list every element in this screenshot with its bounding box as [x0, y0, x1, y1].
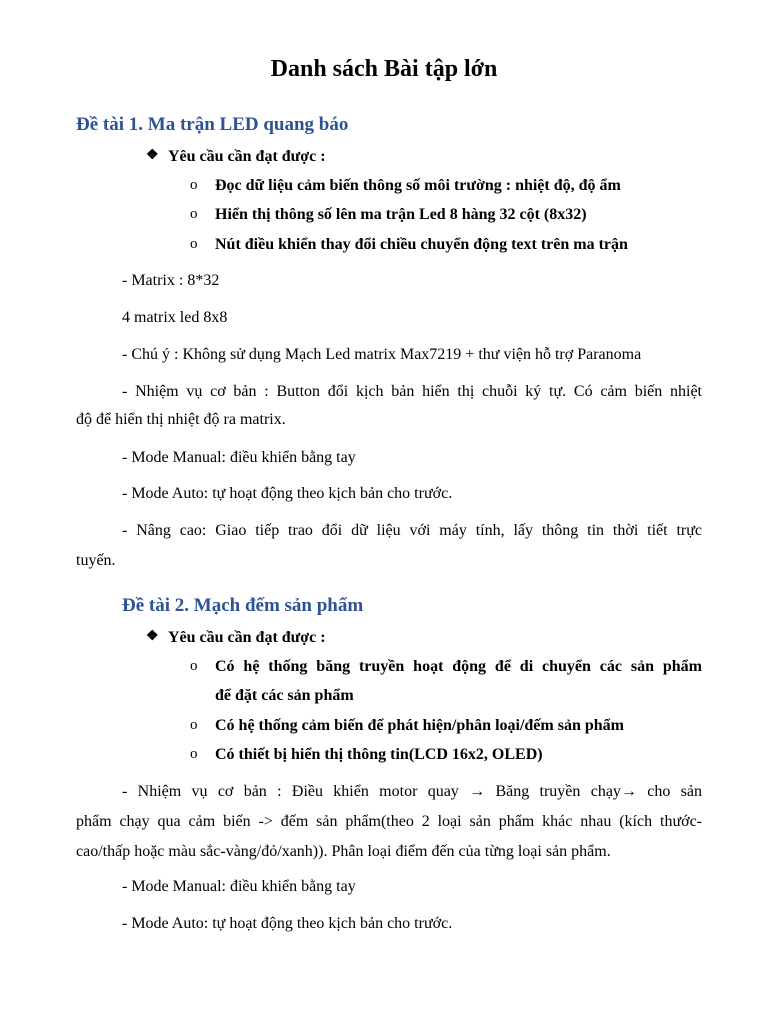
document-title: Danh sách Bài tập lớn	[270, 56, 498, 82]
topic1-basic-task-line1: - Nhiệm vụ cơ bản : Button đổi kịch bản hiển thị chuỗi ký tự. Có cảm biến nhiệt	[122, 383, 702, 400]
topic2-requirement-1-line2: để đặt các sản phẩm	[215, 687, 354, 704]
topic2-requirement-2: Có hệ thống cảm biến để phát hiện/phân loại/đếm sản phẩm	[215, 717, 624, 734]
topic1-requirement-2: Hiển thị thông số lên ma trận Led 8 hàng 32 cột (8x32)	[215, 206, 587, 223]
circle-bullet-icon: o	[190, 658, 198, 674]
circle-bullet-icon: o	[190, 746, 198, 762]
topic1-requirement-1: Đọc dữ liệu cảm biến thông số môi trường : nhiệt độ, độ ẩm	[215, 177, 621, 194]
diamond-bullet-icon: ❖	[146, 629, 159, 644]
topic1-advanced-line1: - Nâng cao: Giao tiếp trao đổi dữ liệu với máy tính, lấy thông tin thời tiết trực	[122, 522, 702, 539]
topic1-requirements-label: Yêu cầu cần đạt được :	[168, 148, 326, 165]
topic2-basic-task-line2: phẩm chạy qua cảm biến -> đếm sản phẩm(theo 2 loại sản phẩm khác nhau (kích thước-	[76, 813, 702, 830]
topic2-basic-task-line3: cao/thấp hoặc màu sắc-vàng/đỏ/xanh)). Phân loại điểm đến của từng loại sản phẩm.	[76, 843, 611, 860]
circle-bullet-icon: o	[190, 236, 198, 252]
topic2-mode-auto: - Mode Auto: tự hoạt động theo kịch bản cho trước.	[122, 915, 453, 932]
topic1-matrix: - Matrix : 8*32	[122, 272, 220, 289]
circle-bullet-icon: o	[190, 206, 198, 222]
topic2-requirement-3: Có thiết bị hiển thị thông tin(LCD 16x2, OLED)	[215, 746, 543, 763]
topic2-heading: Đề tài 2. Mạch đếm sản phẩm	[122, 595, 364, 616]
topic1-advanced-line2: tuyến.	[76, 552, 116, 569]
topic1-note: - Chú ý : Không sử dụng Mạch Led matrix Max7219 + thư viện hỗ trợ Paranoma	[122, 346, 642, 363]
topic2-basic-task-line1: - Nhiệm vụ cơ bản : Điều khiển motor quay → Băng truyền chạy→ cho sản	[122, 783, 702, 800]
circle-bullet-icon: o	[190, 177, 198, 193]
topic2-mode-manual: - Mode Manual: điều khiển bằng tay	[122, 878, 356, 895]
topic2-requirements-label: Yêu cầu cần đạt được :	[168, 629, 326, 646]
topic1-mode-auto: - Mode Auto: tự hoạt động theo kịch bản cho trước.	[122, 485, 453, 502]
circle-bullet-icon: o	[190, 717, 198, 733]
diamond-bullet-icon: ❖	[146, 148, 159, 163]
topic2-requirement-1-line1: Có hệ thống băng truyền hoạt động để di chuyển các sản phẩm	[215, 658, 702, 675]
topic1-matrix-led: 4 matrix led 8x8	[122, 309, 228, 326]
topic1-heading: Đề tài 1. Ma trận LED quang báo	[76, 114, 349, 135]
topic1-basic-task-line2: độ để hiển thị nhiệt độ ra matrix.	[76, 411, 286, 428]
topic1-requirement-3: Nút điều khiển thay đổi chiều chuyển động text trên ma trận	[215, 236, 628, 253]
topic1-mode-manual: - Mode Manual: điều khiển bằng tay	[122, 449, 356, 466]
